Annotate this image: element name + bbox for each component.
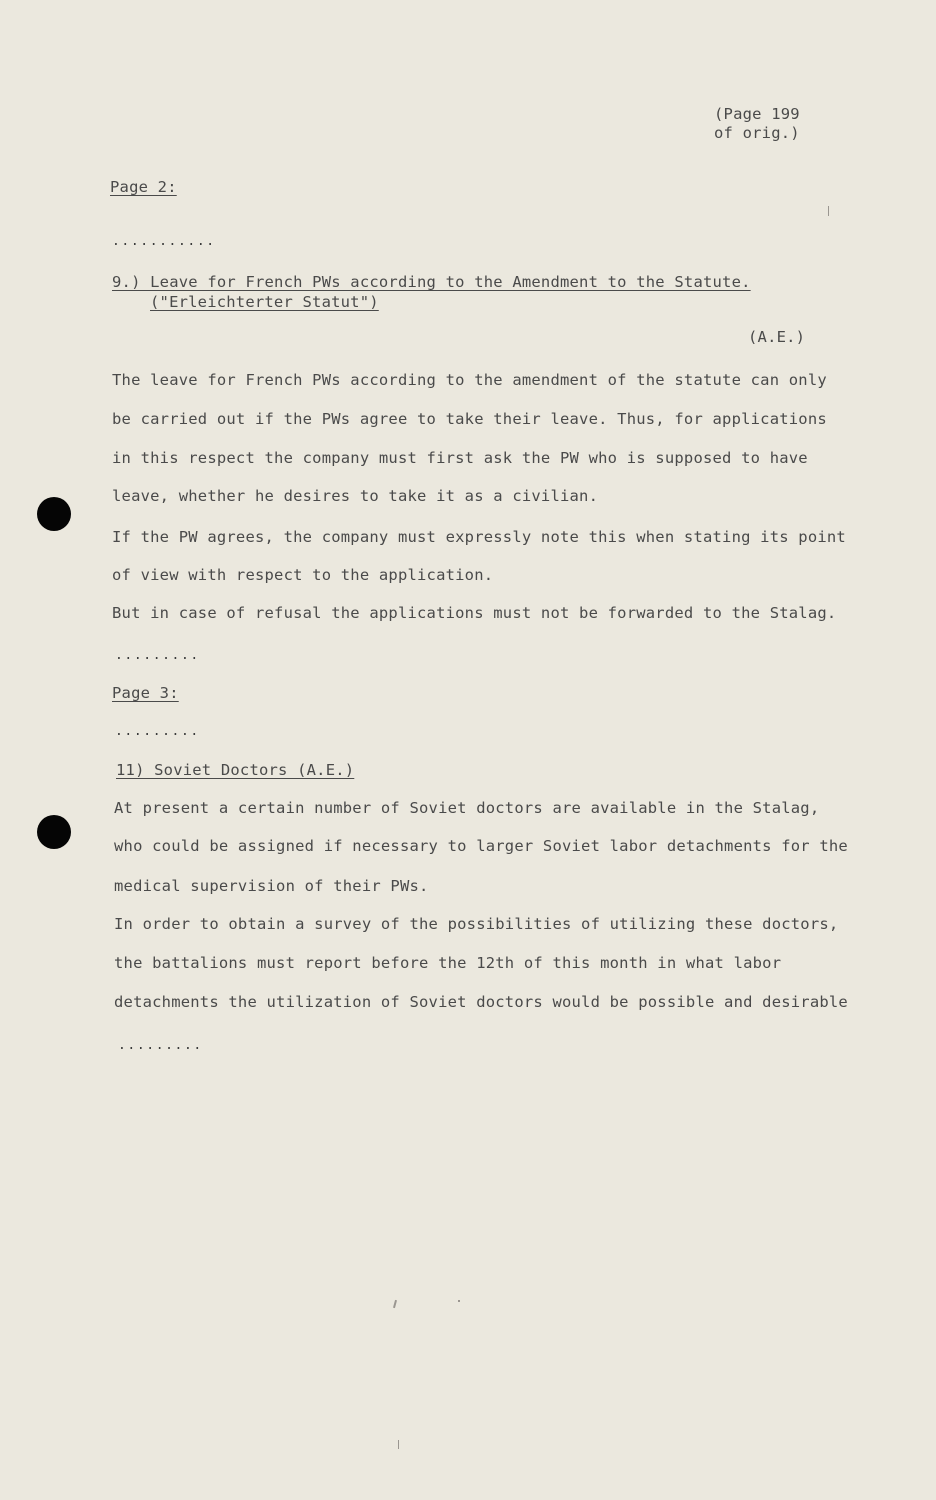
paper-mark bbox=[398, 1440, 399, 1449]
paper-mark bbox=[828, 206, 829, 216]
punch-hole-lower bbox=[37, 815, 71, 849]
item11-heading bbox=[116, 760, 354, 780]
item11-p2-line2: the battalions must report before the 12th of this month in what labor bbox=[114, 954, 782, 972]
item9-p1-line2: be carried out if the PWs agree to take their leave. Thus, for applications bbox=[112, 410, 827, 428]
punch-hole-upper bbox=[37, 497, 71, 531]
page3-label: Page 3: bbox=[112, 684, 179, 702]
item11-p1-line1: At present a certain number of Soviet doctors are available in the Stalag, bbox=[114, 799, 820, 817]
item9-p2-line1: If the PW agrees, the company must expressly note this when stating its point bbox=[112, 528, 846, 546]
paper-mark bbox=[458, 1300, 460, 1302]
item11-p1-line3: medical supervision of their PWs. bbox=[114, 877, 429, 895]
page2-dots-before: ........... bbox=[112, 234, 216, 249]
item9-ref: (A.E.) bbox=[748, 328, 806, 346]
item9-p3: But in case of refusal the applications must not be forwarded to the Stalag. bbox=[112, 604, 837, 622]
item9-heading-text: 9.) Leave for French PWs according to the Amendment to the Statute. bbox=[112, 273, 751, 291]
item9-heading-line2: ("Erleichterter Statut") bbox=[150, 293, 379, 311]
item11-heading-text: 11) Soviet Doctors (A.E.) bbox=[116, 761, 355, 779]
page3-dots-before: ......... bbox=[115, 724, 200, 739]
orig-page-ref-line1: (Page 199 bbox=[714, 105, 800, 123]
item11-p2-line3: detachments the utilization of Soviet doctors would be possible and desirable bbox=[114, 993, 848, 1011]
page2-label: Page 2: bbox=[110, 178, 177, 196]
page3-dots-after: ......... bbox=[118, 1038, 203, 1053]
item9-p1-line3: in this respect the company must first ask the PW who is supposed to have bbox=[112, 449, 808, 467]
item9-heading-line1 bbox=[112, 272, 751, 292]
item11-p2-line1: In order to obtain a survey of the possibilities of utilizing these doctors, bbox=[114, 915, 839, 933]
item9-p2-line2: of view with respect to the application. bbox=[112, 566, 494, 584]
paper-mark bbox=[393, 1300, 397, 1308]
item9-p1-line1: The leave for French PWs according to the amendment of the statute can only bbox=[112, 371, 827, 389]
item11-p1-line2: who could be assigned if necessary to larger Soviet labor detachments for the bbox=[114, 837, 848, 855]
item9-p1-line4: leave, whether he desires to take it as a civilian. bbox=[112, 487, 599, 505]
orig-page-ref-line2: of orig.) bbox=[714, 124, 800, 142]
page2-dots-after: ......... bbox=[115, 648, 200, 663]
